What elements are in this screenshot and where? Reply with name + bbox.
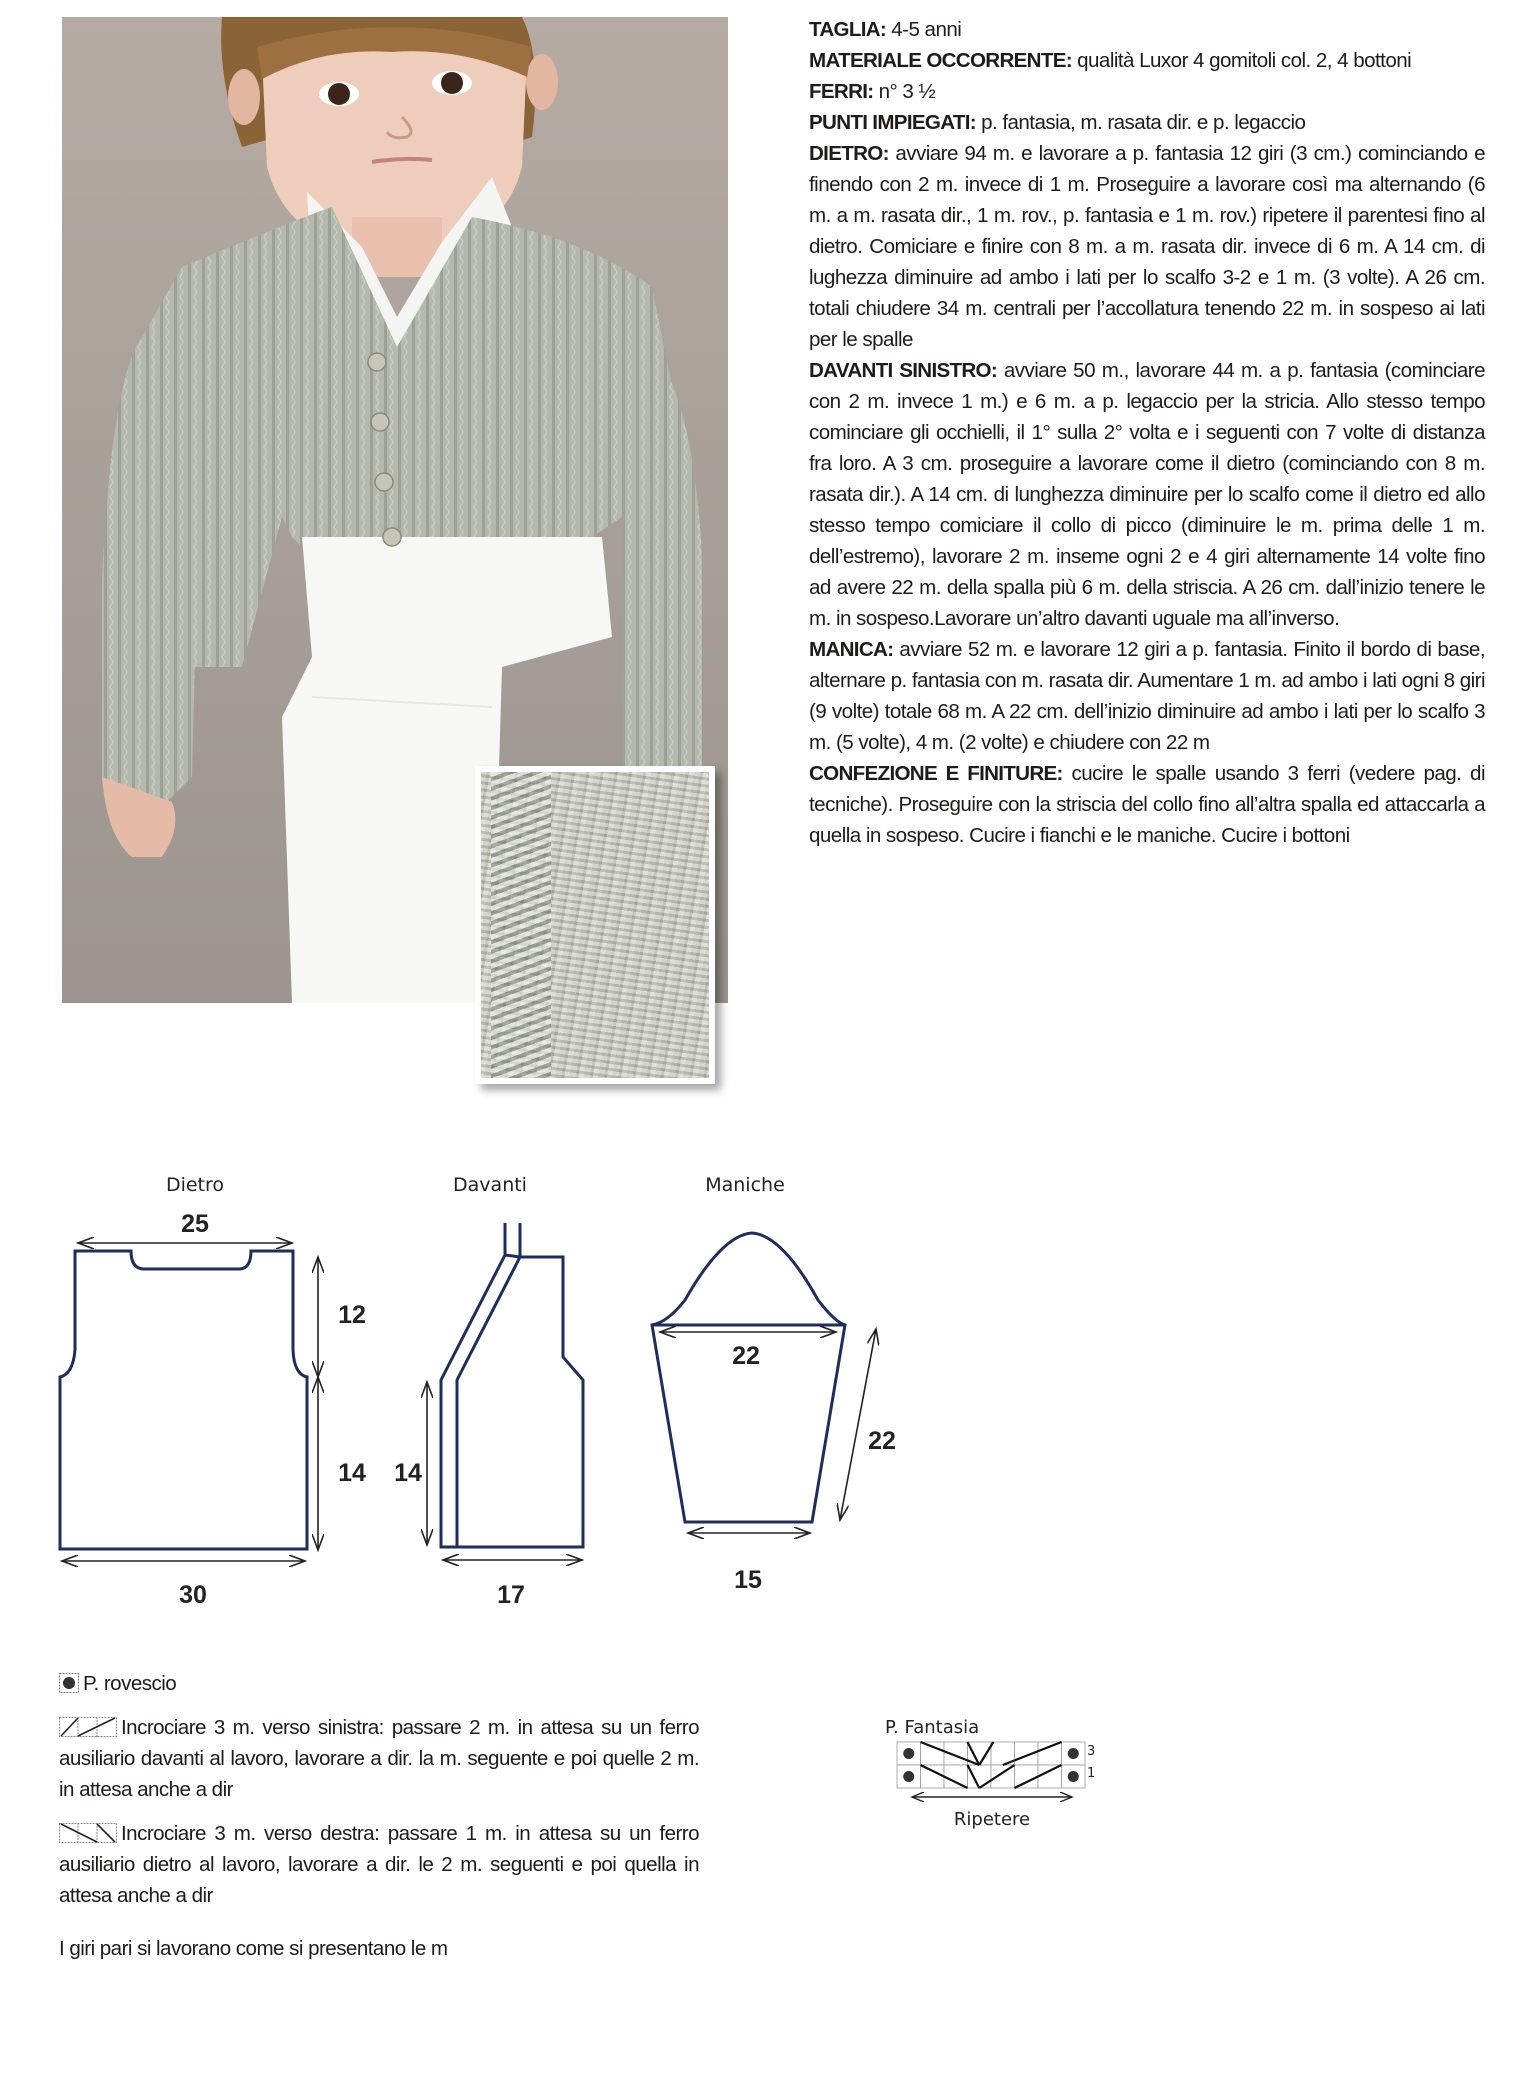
chart-purl-dot (1068, 1771, 1079, 1782)
sleeve-outline (652, 1233, 845, 1522)
back-bottom-width: 30 (179, 1581, 207, 1609)
fantasia-stitch-chart (882, 1715, 1112, 1840)
legend-note: I giri pari si lavorano come si presentano le m (59, 1937, 448, 1960)
front-outline (441, 1255, 583, 1547)
back-outline (60, 1251, 307, 1549)
front-bottom-width: 17 (497, 1581, 525, 1609)
chart-cell (944, 1765, 968, 1788)
front-title: Davanti (453, 1174, 527, 1196)
front-lower-height: 14 (394, 1459, 422, 1487)
chart-row-label-1: 1 (1087, 1766, 1096, 1781)
instruction-finishing: CONFEZIONE E FINITURE: cucire le spalle usando 3 ferri (vedere pag. di tecniche). Proseguire con la striscia del collo fino all’altra spalla ed attaccarla a quella in sospeso. Cucire i fianchi e le maniche. Cucire i bottoni (809, 762, 1485, 847)
chart-row-label-3: 3 (1087, 1744, 1096, 1759)
cross-left-icon (59, 1717, 117, 1737)
sleeve-schematic (652, 1174, 896, 1594)
chart-title: P. Fantasia (885, 1717, 980, 1738)
chart-purl-dot (903, 1748, 914, 1759)
sleeve-bottom-width: 15 (734, 1566, 762, 1594)
chart-grid (897, 1742, 1085, 1788)
front-schematic (394, 1174, 583, 1609)
chart-cell (1015, 1765, 1039, 1788)
chart-cell (921, 1765, 945, 1788)
chart-purl-dot (1068, 1748, 1079, 1759)
instruction-stitches: PUNTI IMPIEGATI: p. fantasia, m. rasata dir. e p. legaccio (809, 111, 1306, 134)
purl-dot-icon (59, 1673, 79, 1693)
chart-cell (968, 1765, 992, 1788)
instruction-sleeve: MANICA: avviare 52 m. e lavorare 12 giri a p. fantasia. Finito il bordo di base, alternare p. fantasia con m. rasata dir. Aumentare 1 m. ad ambo i lati ogni 8 giri (9 volte) totale 68 m. A 22 cm. dell’inizio diminuire ad ambo i lati per lo scalfo 3 m. (5 volte), 4 m. (2 volte) e chiudere con 22 m (809, 638, 1485, 754)
stitch-legend (59, 1668, 699, 1964)
instruction-materials: MATERIALE OCCORRENTE: qualità Luxor 4 gomitoli col. 2, 4 bottoni (809, 49, 1412, 72)
sleeve-top-width: 22 (732, 1342, 760, 1370)
instruction-size: TAGLIA: 4-5 anni (809, 18, 962, 41)
back-upper-height: 12 (338, 1301, 366, 1329)
instruction-back: DIETRO: avviare 94 m. e lavorare a p. fantasia 12 giri (3 cm.) cominciando e finendo con 2 m. invece di 1 m. Proseguire a lavorare così ma alternando (6 m. a m. rasata dir., 1 m. rov., p. fantasia e 1 m. rov.) ripetere il parentesi fino al dietro. Comiciare e finire con 8 m. a m. rasata dir. invece di 6 m. A 14 cm. di lughezza diminuire ad ambo i lati per lo scalfo 3-2 e 1 m. (3 volte). A 26 cm. totali chiudere 34 m. centrali per l’accollatura tenendo 22 m. in sospeso ai lati per le spalle (809, 142, 1485, 351)
back-top-width: 25 (181, 1210, 209, 1238)
chart-cell (1038, 1765, 1062, 1788)
legend-cross-right: Incrociare 3 m. verso destra: passare 1 m. in attesa su un ferro ausiliario dietro al lavoro, lavorare a dir. le 2 m. seguenti e poi quella in attesa anche a dir (59, 1822, 699, 1907)
back-lower-height: 14 (338, 1459, 366, 1487)
chart-purl-dot (903, 1771, 914, 1782)
sleeve-title: Maniche (705, 1174, 785, 1196)
sleeve-length: 22 (868, 1427, 896, 1455)
back-title: Dietro (165, 1174, 225, 1196)
back-schematic (60, 1174, 366, 1609)
sleeve-length-arrow (840, 1329, 876, 1520)
instruction-left-front: DAVANTI SINISTRO: avviare 50 m., lavorare 44 m. a p. fantasia (cominciare con 2 m. invece 1 m.) e 6 m. a p. legaccio per la stricia. Allo stesso tempo cominciare gli occhielli, il 1° sulla 2° volta e i seguenti con 7 volte di distanza fra loro. A 3 cm. proseguire a lavorare come il dietro (cominciando con 8 m. rasata dir.). A 14 cm. di lunghezza diminuire per lo scalfo come il dietro ed allo stesso tempo comiciare il collo di picco (diminuire le m. prima delle 1 m. dell’estremo), lavorare 2 m. inseme ogni 2 e 4 giri alternamente 14 volte fino ad avere 22 m. della spalla più 6 m. della striscia. A 26 cm. dall’inizio tenere le m. in sospeso.Lavorare un’altro davanti uguale ma all’inverso. (809, 359, 1486, 630)
legend-purl: P. rovescio (59, 1668, 699, 1699)
instruction-needles: FERRI: n° 3 ½ (809, 80, 936, 103)
cross-right-icon (59, 1823, 117, 1843)
chart-repeat-label: Ripetere (953, 1809, 1031, 1830)
legend-cross-left: Incrociare 3 m. verso sinistra: passare 2 m. in attesa su un ferro ausiliario davanti al lavoro, lavorare a dir. la m. seguente e poi quelle 2 m. in attesa anche a dir (59, 1716, 699, 1801)
